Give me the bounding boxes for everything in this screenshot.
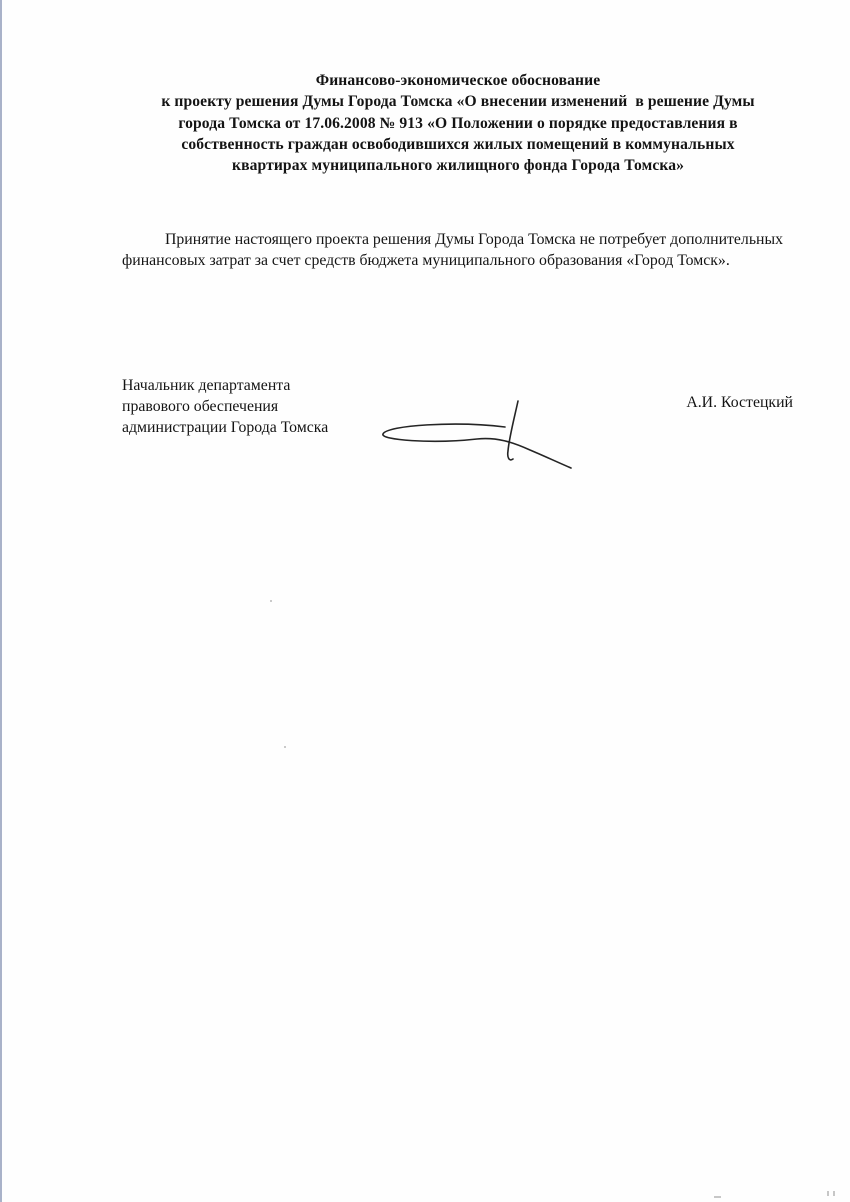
scan-artifact-mark	[833, 1191, 835, 1196]
scan-speck	[284, 746, 286, 748]
scan-edge-line	[0, 0, 2, 1202]
title-line-4: собственность граждан освободившихся жилых помещений в коммунальных	[181, 135, 735, 153]
title-line-2: к проекту решения Думы Города Томска «О внесении изменений в решение Думы	[161, 93, 755, 111]
signatory-position	[122, 375, 328, 438]
body-paragraph: Принятие настоящего проекта решения Думы Города Томска не потребует дополнительных финансовых затрат за счет средств бюджета муниципального образования «Город Томск».	[122, 231, 783, 269]
handwritten-signature	[372, 393, 577, 475]
scan-artifact-mark	[827, 1191, 829, 1196]
scan-speck	[270, 600, 272, 602]
title-line-5: квартирах муниципального жилищного фонда Города Томска»	[232, 157, 684, 175]
signatory-position-line-1: Начальник департамента	[122, 377, 291, 394]
scan-artifact-mark	[714, 1196, 721, 1198]
document-title	[120, 70, 796, 176]
signatory-name: А.И. Костецкий	[686, 394, 793, 411]
title-line-1: Финансово-экономическое обоснование	[315, 72, 601, 89]
title-line-3: города Томска от 17.06.2008 № 913 «О Положении о порядке предоставления в	[178, 114, 738, 132]
signatory-position-line-2: правового обеспечения	[122, 398, 279, 415]
signatory-position-line-3: администрации Города Томска	[122, 419, 329, 436]
